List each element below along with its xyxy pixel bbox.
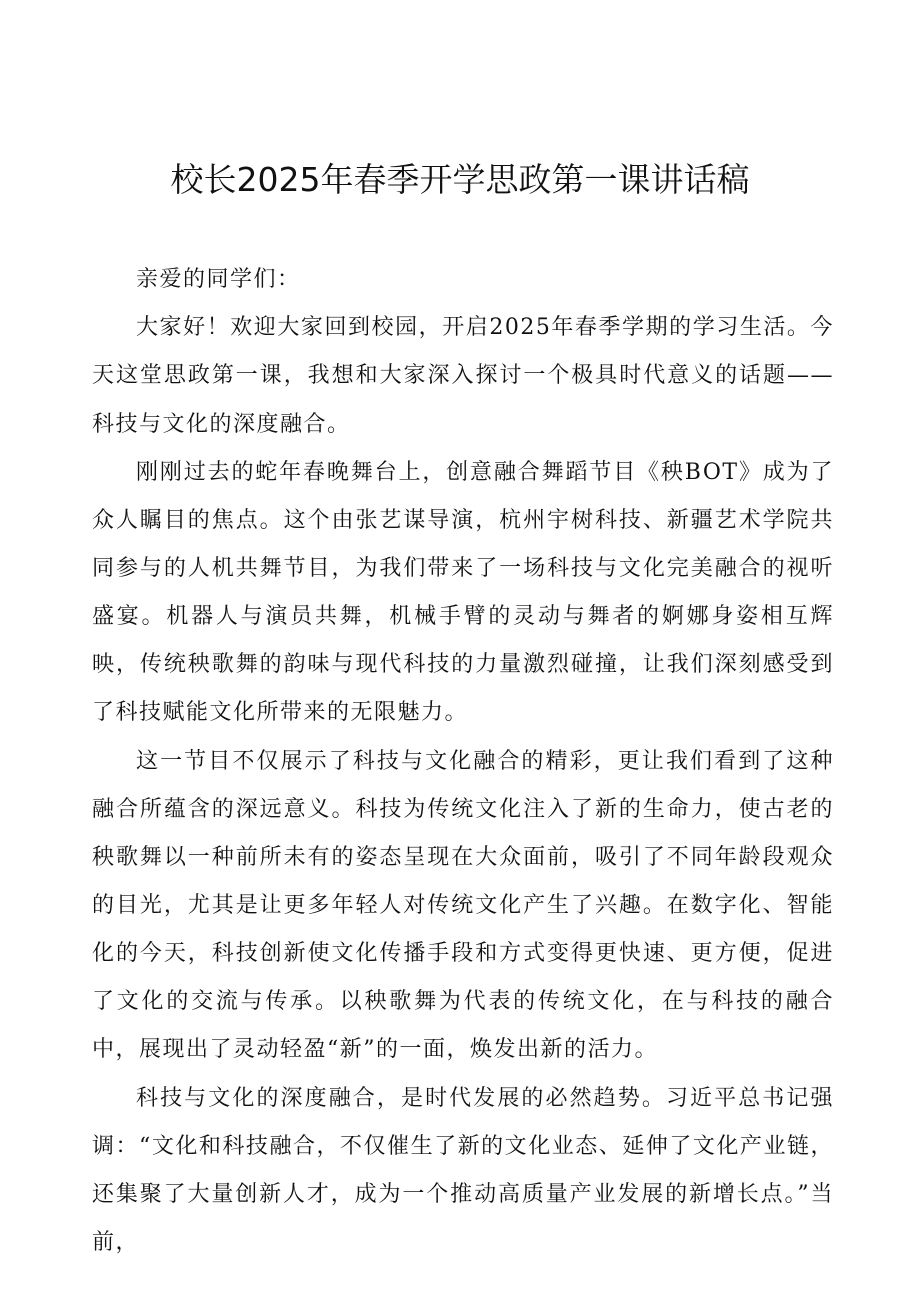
document-body bbox=[92, 256, 834, 1267]
paragraph-salutation: 亲爱的同学们： bbox=[136, 267, 301, 292]
paragraph-trend: 科技与文化的深度融合，是时代发展的必然趋势。习近平总书记强调：“文化和科技融合，不仅催生了新的文化业态、延伸了文化产业链，还集聚了大量创新人才，成为一个推动高质量产业发展的新增长点。”当前， bbox=[92, 1085, 834, 1256]
paragraph-gala-program: 刚刚过去的蛇年春晚舞台上，创意融合舞蹈节目《秧BOT》成为了众人瞩目的焦点。这个由张艺谋导演，杭州宇树科技、新疆艺术学院共同参与的人机共舞节目，为我们带来了一场科技与文化完美融合的视听盛宴。机器人与演员共舞，机械手臂的灵动与舞者的婀娜身姿相互辉映，传统秧歌舞的韵味与现代科技的力量激烈碰撞，让我们深刻感受到了科技赋能文化所带来的无限魅力。 bbox=[92, 459, 834, 726]
paragraph-significance: 这一节目不仅展示了科技与文化融合的精彩，更让我们看到了这种融合所蕴含的深远意义。科技为传统文化注入了新的生命力，使古老的秧歌舞以一种前所未有的姿态呈现在大众面前，吸引了不同年龄段观众的目光，尤其是让更多年轻人对传统文化产生了兴趣。在数字化、智能化的今天，科技创新使文化传播手段和方式变得更快速、更方便，促进了文化的交流与传承。以秧歌舞为代表的传统文化，在与科技的融合中，展现出了灵动轻盈“新”的一面，焕发出新的活力。 bbox=[92, 748, 834, 1063]
document-title: 校长2025年春季开学思政第一课讲话稿 bbox=[170, 160, 750, 199]
paragraph-greeting: 大家好！欢迎大家回到校园，开启2025年春季学期的学习生活。今天这堂思政第一课，我想和大家深入探讨一个极具时代意义的话题——科技与文化的深度融合。 bbox=[92, 315, 834, 437]
